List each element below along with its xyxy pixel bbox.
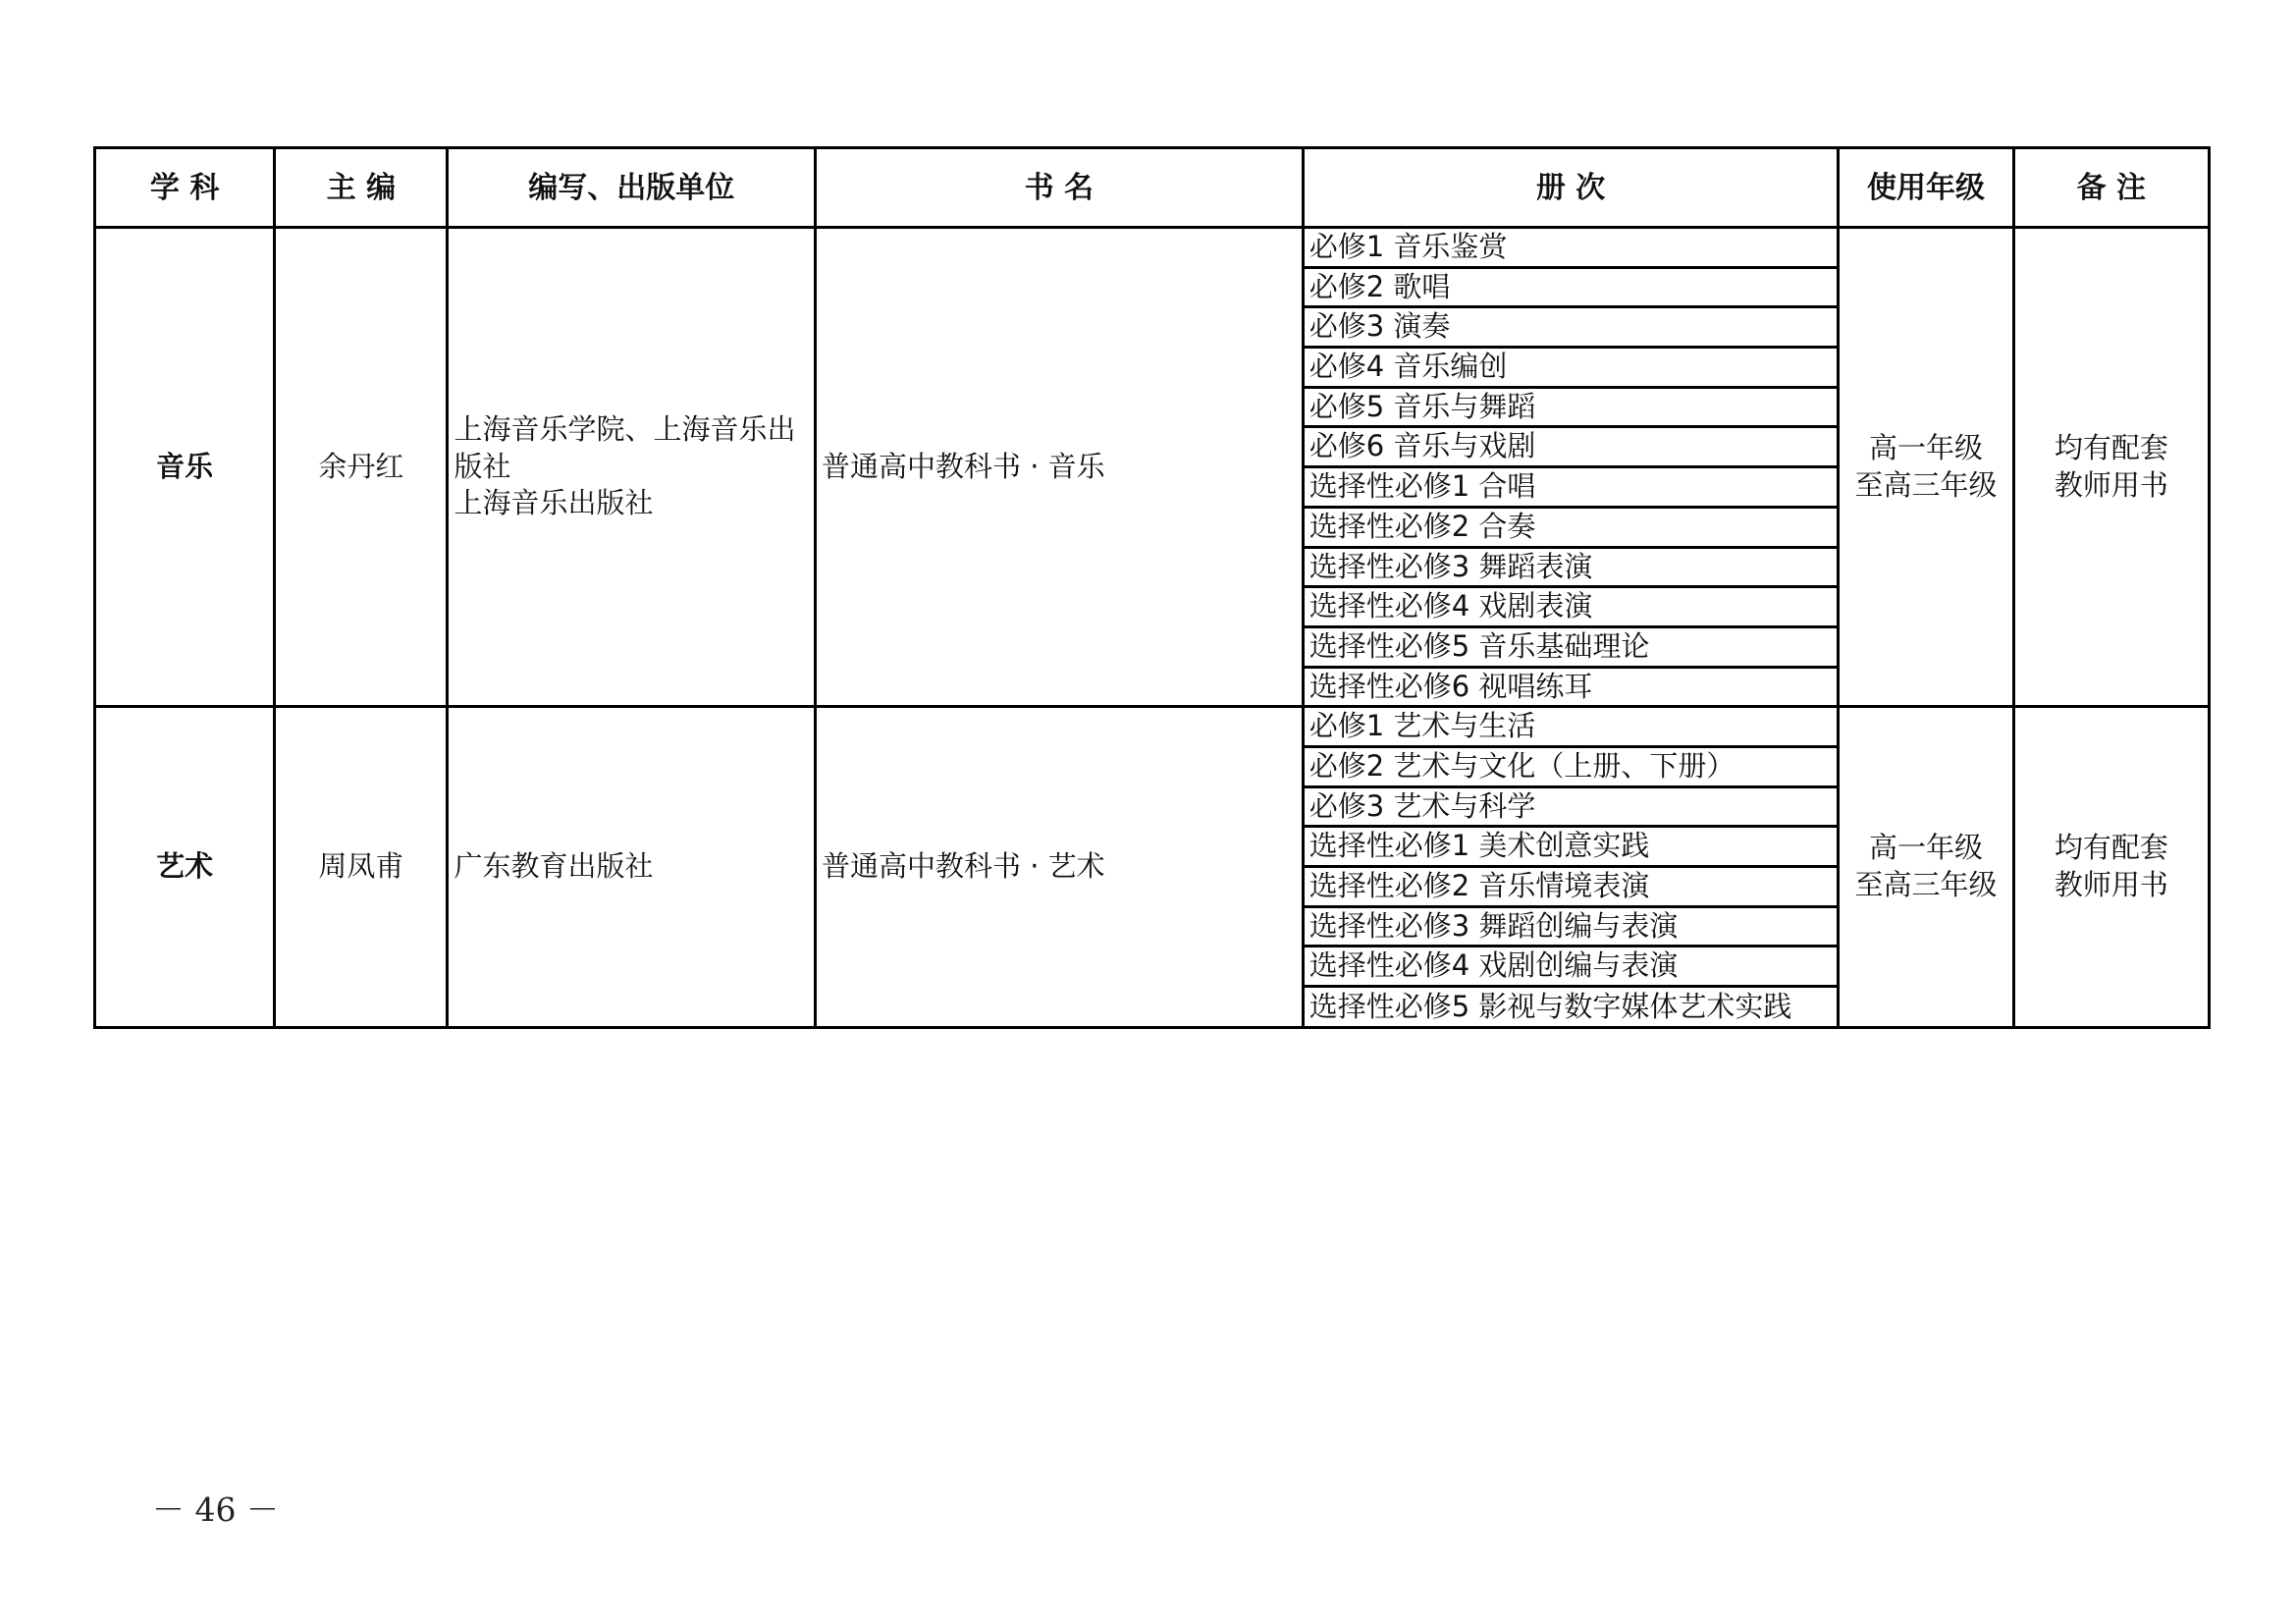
subject-cell: 艺术 (95, 707, 275, 1028)
grade-cell (1839, 707, 2013, 1028)
editor-cell: 余丹红 (275, 228, 448, 707)
grade-cell (1839, 228, 2013, 707)
publisher-line: 广东教育出版社 (454, 849, 654, 884)
table-header-row (95, 148, 2210, 228)
volume-cell: 选择性必修2 音乐情境表演 (1303, 867, 1839, 907)
publisher-line: 上海音乐出版社 (454, 486, 654, 520)
book-title-cell: 普通高中教科书 · 艺术 (816, 707, 1304, 1028)
note-cell (2013, 228, 2209, 707)
publisher-cell (448, 228, 816, 707)
note-line: 教师用书 (2054, 868, 2168, 902)
header-editor: 主 编 (275, 148, 448, 228)
volume-cell: 必修3 演奏 (1303, 307, 1839, 348)
volume-cell: 选择性必修6 视唱练耳 (1303, 667, 1839, 707)
volume-cell: 选择性必修4 戏剧创编与表演 (1303, 947, 1839, 987)
volume-cell: 选择性必修5 影视与数字媒体艺术实践 (1303, 987, 1839, 1028)
header-grade: 使用年级 (1839, 148, 2013, 228)
editor-cell: 周凤甫 (275, 707, 448, 1028)
table-row (95, 707, 2210, 747)
subject-cell: 音乐 (95, 228, 275, 707)
volume-cell: 必修1 艺术与生活 (1303, 707, 1839, 747)
page-number: － 46 － (152, 1490, 279, 1529)
header-publisher: 编写、出版单位 (448, 148, 816, 228)
volume-cell: 选择性必修4 戏剧表演 (1303, 587, 1839, 627)
volume-cell: 必修1 音乐鉴赏 (1303, 228, 1839, 268)
volume-cell: 选择性必修3 舞蹈表演 (1303, 547, 1839, 587)
volume-cell: 必修2 艺术与文化（上册、下册） (1303, 746, 1839, 786)
header-book-title: 书 名 (816, 148, 1304, 228)
volume-cell: 必修6 音乐与戏剧 (1303, 427, 1839, 467)
volume-cell: 选择性必修1 美术创意实践 (1303, 827, 1839, 867)
table-body (95, 228, 2210, 1028)
grade-line: 高一年级 (1869, 430, 1984, 464)
volume-cell: 选择性必修5 音乐基础理论 (1303, 626, 1839, 667)
publisher-line: 上海音乐学院、上海音乐出 (454, 412, 796, 447)
grade-line: 至高三年级 (1854, 868, 1998, 902)
note-line: 教师用书 (2054, 467, 2168, 502)
book-title-cell: 普通高中教科书 · 音乐 (816, 228, 1304, 707)
note-cell (2013, 707, 2209, 1028)
header-volume: 册 次 (1303, 148, 1839, 228)
header-note: 备 注 (2013, 148, 2209, 228)
volume-cell: 选择性必修3 舞蹈创编与表演 (1303, 906, 1839, 947)
volume-cell: 必修3 艺术与科学 (1303, 786, 1839, 827)
volume-cell: 必修4 音乐编创 (1303, 348, 1839, 388)
volume-cell: 选择性必修2 合奏 (1303, 507, 1839, 547)
volume-cell: 选择性必修1 合唱 (1303, 467, 1839, 508)
table-row (95, 228, 2210, 268)
note-line: 均有配套 (2054, 430, 2168, 464)
volume-cell: 必修5 音乐与舞蹈 (1303, 387, 1839, 427)
publisher-line: 版社 (454, 449, 511, 483)
publisher-cell (448, 707, 816, 1028)
note-line: 均有配套 (2054, 831, 2168, 865)
volume-cell: 必修2 歌唱 (1303, 267, 1839, 307)
grade-line: 至高三年级 (1854, 467, 1998, 502)
textbook-table (93, 146, 2211, 1029)
header-subject: 学 科 (95, 148, 275, 228)
grade-line: 高一年级 (1869, 831, 1984, 865)
